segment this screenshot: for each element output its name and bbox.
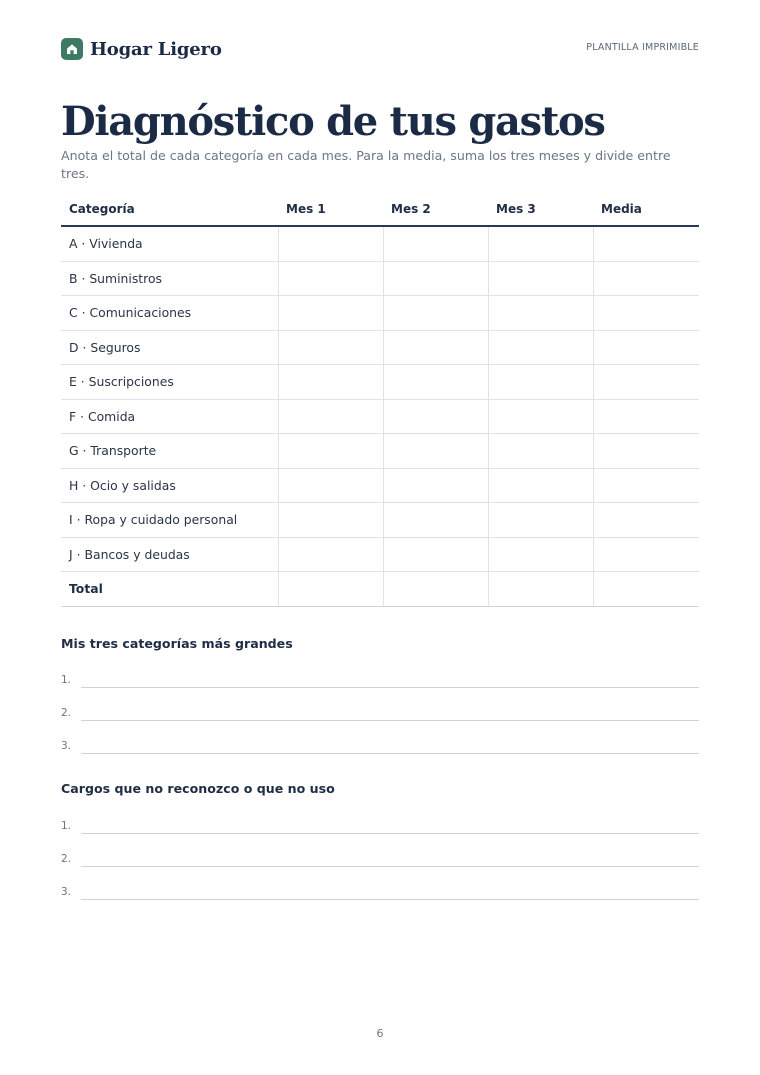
month-3-cell [488, 226, 593, 261]
average-cell [593, 468, 699, 503]
section-heading-unrecognized-charges: Cargos que no reconozco o que no uso [61, 781, 335, 796]
page-title: Diagnóstico de tus gastos [61, 98, 605, 145]
month-1-cell [278, 399, 383, 434]
category-label: G · Transporte [61, 434, 278, 469]
table-row [61, 399, 699, 434]
month-3-cell [488, 399, 593, 434]
item-number: 3. [61, 886, 72, 898]
month-3-cell [488, 503, 593, 538]
month-1-cell [278, 468, 383, 503]
item-number: 3. [61, 740, 72, 752]
item-number: 1. [61, 820, 72, 832]
month-1-total-cell [278, 572, 383, 607]
table-row [61, 226, 699, 261]
average-cell [593, 503, 699, 538]
average-cell [593, 261, 699, 296]
average-cell [593, 296, 699, 331]
write-in-line [81, 753, 699, 754]
intro-text: Anota el total de cada categoría en cada mes. Para la media, suma los tres meses y divide entre tres. [61, 148, 671, 181]
write-in-line [81, 720, 699, 721]
write-in-line [81, 899, 699, 900]
table-row [61, 296, 699, 331]
month-2-cell [383, 434, 488, 469]
table-row [61, 503, 699, 538]
list-item [61, 740, 699, 760]
month-3-cell [488, 330, 593, 365]
table-row [61, 468, 699, 503]
column-header-category: Categoría [61, 192, 278, 226]
category-label: H · Ocio y salidas [61, 468, 278, 503]
item-number: 2. [61, 853, 72, 865]
month-3-cell [488, 296, 593, 331]
category-label: J · Bancos y deudas [61, 537, 278, 572]
month-3-cell [488, 468, 593, 503]
total-label: Total [61, 572, 278, 607]
month-2-cell [383, 468, 488, 503]
month-1-cell [278, 330, 383, 365]
expense-table [61, 192, 699, 607]
month-2-cell [383, 537, 488, 572]
section-heading-top-categories: Mis tres categorías más grandes [61, 636, 293, 651]
average-cell [593, 537, 699, 572]
column-header-average: Media [593, 192, 699, 226]
month-1-cell [278, 503, 383, 538]
month-3-cell [488, 365, 593, 400]
category-label: B · Suministros [61, 261, 278, 296]
month-2-cell [383, 296, 488, 331]
month-1-cell [278, 434, 383, 469]
month-2-cell [383, 399, 488, 434]
column-header-month-3: Mes 3 [488, 192, 593, 226]
category-label: D · Seguros [61, 330, 278, 365]
write-in-line [81, 866, 699, 867]
category-label: A · Vivienda [61, 226, 278, 261]
month-1-cell [278, 365, 383, 400]
table-row [61, 365, 699, 400]
table-row [61, 434, 699, 469]
month-2-cell [383, 330, 488, 365]
month-3-cell [488, 537, 593, 572]
brand-name: Hogar Ligero [90, 38, 222, 60]
month-1-cell [278, 537, 383, 572]
house-icon [61, 38, 83, 60]
list-item [61, 707, 699, 727]
list-item [61, 674, 699, 694]
average-total-cell [593, 572, 699, 607]
average-cell [593, 226, 699, 261]
average-cell [593, 365, 699, 400]
write-in-line [81, 687, 699, 688]
month-2-cell [383, 261, 488, 296]
month-2-cell [383, 503, 488, 538]
month-3-total-cell [488, 572, 593, 607]
page-number: 6 [376, 1027, 384, 1040]
month-2-cell [383, 365, 488, 400]
category-label: I · Ropa y cuidado personal [61, 503, 278, 538]
list-item [61, 820, 699, 840]
item-number: 2. [61, 707, 72, 719]
list-item [61, 886, 699, 906]
column-header-month-2: Mes 2 [383, 192, 488, 226]
table-row [61, 330, 699, 365]
item-number: 1. [61, 674, 72, 686]
month-2-total-cell [383, 572, 488, 607]
month-1-cell [278, 296, 383, 331]
average-cell [593, 330, 699, 365]
list-item [61, 853, 699, 873]
table-row [61, 537, 699, 572]
column-header-month-1: Mes 1 [278, 192, 383, 226]
category-label: C · Comunicaciones [61, 296, 278, 331]
category-label: F · Comida [61, 399, 278, 434]
average-cell [593, 399, 699, 434]
table-header-row [61, 192, 699, 226]
total-row [61, 572, 699, 607]
month-1-cell [278, 261, 383, 296]
brand [61, 38, 222, 60]
month-2-cell [383, 226, 488, 261]
month-1-cell [278, 226, 383, 261]
month-3-cell [488, 261, 593, 296]
table-row [61, 261, 699, 296]
average-cell [593, 434, 699, 469]
category-label: E · Suscripciones [61, 365, 278, 400]
write-in-line [81, 833, 699, 834]
printable-template-tag: PLANTILLA IMPRIMIBLE [586, 42, 699, 53]
month-3-cell [488, 434, 593, 469]
